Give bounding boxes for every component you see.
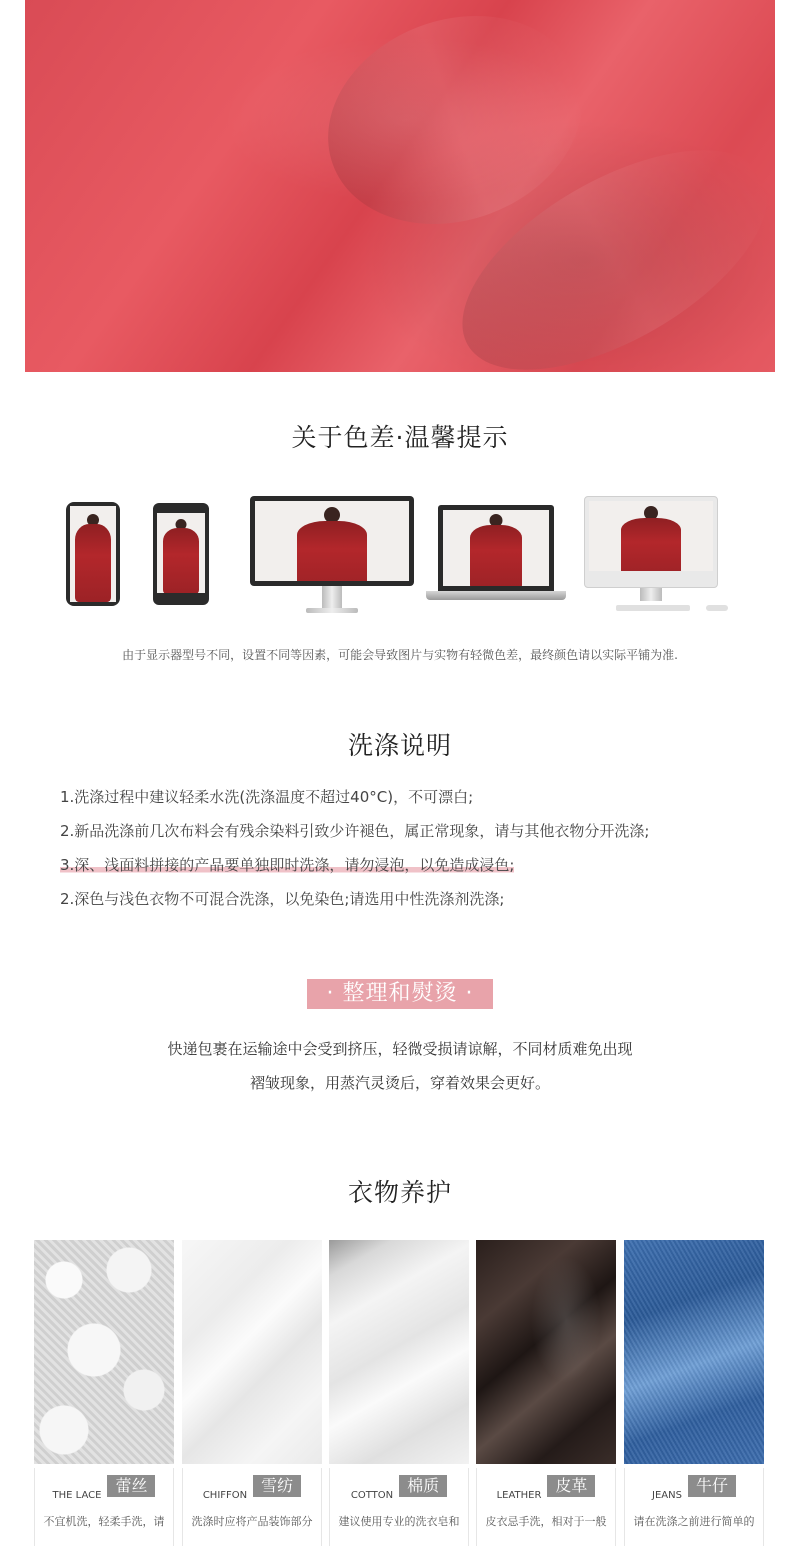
device-lineup-image [60,495,740,620]
cotton-fabric-image [329,1240,469,1464]
laptop-image [438,505,554,591]
care-card-leather [476,1240,616,1546]
care-en-label: LEATHER [496,1489,542,1501]
ironing-title-badge: · 整理和熨烫 · [307,979,493,1009]
care-cn-label: 蕾丝 [107,1475,155,1497]
care-title: 衣物养护 [347,1178,452,1207]
washing-item: 2.新品洗涤前几次布料会有残余染料引致少许褪色，属正常现象，请与其他衣物分开洗涤; [60,822,650,840]
leather-fabric-image [476,1240,616,1464]
care-label [182,1468,322,1510]
care-description: 请在洗涤之前进行简单的 [624,1510,764,1546]
care-description: 建议使用专业的洗衣皂和 [329,1510,469,1546]
care-label [476,1468,616,1510]
care-label [624,1468,764,1510]
care-label [329,1468,469,1510]
chiffon-fabric-image [182,1240,322,1464]
care-cn-label: 皮革 [547,1475,595,1497]
care-en-label: JEANS [652,1489,682,1501]
phone-1-image [66,502,120,606]
care-card-chiffon [182,1240,322,1546]
washing-item: 1.洗涤过程中建议轻柔水洗(洗涤温度不超过40°C)，不可漂白; [60,788,474,806]
washing-item: 2.深色与浅色衣物不可混合洗涤，以免染色;请选用中性洗涤剂洗涤; [60,890,505,908]
monitor-image [250,496,414,586]
ironing-text-line-1: 快递包裹在运输途中会受到挤压，轻微受损请谅解，不同材质难免出现 [167,1040,633,1058]
care-cn-label: 雪纺 [253,1475,301,1497]
care-grid [34,1240,766,1546]
red-fabric-photo [25,0,775,372]
color-notice-title: 关于色差·温馨提示 [291,423,509,452]
care-description: 不宜机洗，轻柔手洗，请 [34,1510,174,1546]
washing-title: 洗涤说明 [347,731,452,760]
care-card-cotton [329,1240,469,1546]
care-label [34,1468,174,1510]
care-card-jeans [624,1240,764,1546]
desktop-image [584,496,718,588]
care-cn-label: 棉质 [399,1475,447,1497]
phone-2-image [153,503,209,605]
lace-fabric-image [34,1240,174,1464]
care-description: 洗涤时应将产品装饰部分 [182,1510,322,1546]
ironing-text-line-2: 褶皱现象，用蒸汽灵烫后，穿着效果会更好。 [249,1074,550,1092]
care-cn-label: 牛仔 [688,1475,736,1497]
care-en-label: CHIFFON [202,1489,248,1501]
care-en-label: COTTON [350,1489,394,1501]
color-notice-text: 由于显示器型号不同，设置不同等因素，可能会导致图片与实物有轻微色差，最终颜色请以实际平铺为准. [122,648,678,662]
washing-list [60,786,760,922]
care-en-label: THE LACE [52,1489,102,1501]
washing-item-highlighted: 3.深、浅面料拼接的产品要单独即时洗涤，请勿浸泡，以免造成浸色; [60,856,515,874]
care-description: 皮衣忌手洗，相对于一般 [476,1510,616,1546]
care-card-lace [34,1240,174,1546]
jeans-fabric-image [624,1240,764,1464]
